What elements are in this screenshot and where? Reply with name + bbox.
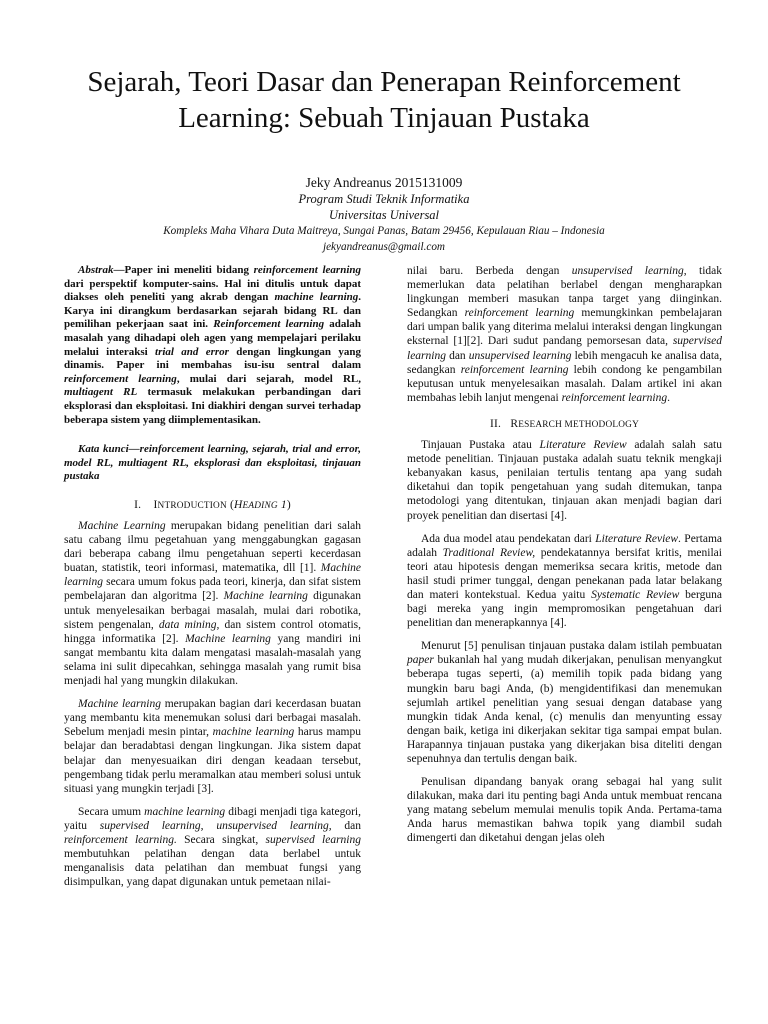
intro-paragraph-3-continued: nilai baru. Berbeda dengan unsupervised learning, tidak memerlukan data pelatihan berlabel dengan mengharapkan lingkungan memberi masukan tanpa target yang diinginkan. Sedangkan reinforcement learning memungkinkan pembelajaran dari umpan balik yang diterima melalui interaksi dengan lingkungan eksternal [1][2]. Dari sudut pandang pemorsesan data, supervised learning dan unsupervised learning lebih mengacuh ke analisa data, sedangkan reinforcement learning lebih condong ke pengambilan keputusan untuk menyelesaikan masalah. Dalam artikel ini akan membahas lebih lanjut mengenai reinforcement learning.	[407, 265, 723, 404]
intro-paragraph-2: Machine learning merupakan bagian dari kecerdasan buatan yang membantu kita menemukan solusi dari berbagai masalah. Sebelum menjadi mesin pintar, machine learning harus mampu belajar dan beradabtasi dengan lingkungan. Jika sistem dapat belajar dan menyesuaikan diri dengan keadaan tersebut, pengembang tidak perlu meramalkan atau memberi solusi untuk situasi yang mungkin terjadi [3].	[64, 698, 362, 795]
left-column	[64, 264, 361, 898]
section-heading-introduction: I. INTRODUCTION (HEADING 1)	[134, 498, 291, 511]
paper-title: Sejarah, Teori Dasar dan Penerapan Reinforcement Learning: Sebuah Tinjauan Pustaka	[87, 66, 681, 134]
intro-paragraph-3: Secara umum machine learning dibagi menjadi tiga kategori, yaitu supervised learning, unsupervised learning, dan reinforcement learning. Secara singkat, supervised learning membutuhkan pelatihan dengan data berlabel untuk menganalisis data pelatihan dan membuat fungsi yang disimpulkan, yang dapat digunakan untuk pemetaan nilai-	[64, 805, 362, 889]
author-name: Jeky Andreanus 2015131009	[305, 175, 463, 190]
author-program: Program Studi Teknik Informatika	[298, 192, 470, 206]
author-address: Kompleks Maha Vihara Duta Maitreya, Sungai Panas, Batam 29456, Kepulauan Riau – Indonesia	[163, 225, 605, 237]
right-column	[407, 264, 722, 855]
intro-paragraph-1: Machine Learning merupakan bidang penelitian dari salah satu cabang ilmu pegetahuan yang menggabungkan gagasan dari beberapa cabang ilmu pengetahuan seperti kecerdasan buatan, statistik, teori informasi, matematika, dll [1]. Machine learning secara umum fokus pada teori, kinerja, dan sifat sistem pembelajaran dan algoritma [2]. Machine learning digunakan untuk menyelesaikan berbagai masalah, mulai dari robotika, sistem pengenalan, data mining, dan sistem control otomatis, hingga informatika [2]. Machine learning yang mandiri ini sangat membantu kita dalam mengatasi masalah-masalah yang selama ini sulit dipecahkan, sehingga masalah yang rumit bisa menjadi hal yang mungkin dilakukan.	[64, 520, 362, 688]
abstract: Abstrak—Paper ini meneliti bidang reinforcement learning dari perspektif komputer-sains. Hal ini ditulis untuk dapat diakses oleh peneliti yang akrab dengan machine learning. Karya ini dirangkum berdasarkan sejarah bidang RL dan pemilihan pekerjaan saat ini. Reinforcement learning adalah masalah yang dihadapi oleh agen yang mempelajari perilaku melalui interaksi trial and error dengan lingkungan yang dinamis. Paper ini membahas isu-isu sentral dalam reinforcement learning, mulai dari sejarah, model RL, multiagent RL termasuk melakukan perbandingan dari eksplorasi dan eksploitasi. Ini diakhiri dengan survei terhadap beberapa sistem yang diimplementasikan.	[64, 264, 362, 426]
author-university: Universitas Universal	[328, 208, 440, 222]
methodology-paragraph-2: Ada dua model atau pendekatan dari Literature Review. Pertama adalah Traditional Review, pendekatannya bersifat kritis, menilai teori atau hipotesis dengan memeriksa secara kritis, metode dan hasil studi primer tunggal, dengan penekanan pada latar belakang dan materi kontekstual. Kedua yaitu Systematic Review berguna bagi mereka yang ingin mempromosikan pengetahuan dari penelitian dan menerapkannya [4].	[407, 532, 722, 630]
methodology-paragraph-3: Menurut [5] penulisan tinjauan pustaka dalam istilah pembuatan paper bukanlah hal yang mudah dikerjakan, penulisan menyangkut beberapa tugas seperti, (a) memilih topik pada bidang yang mungkin baru bagi Anda, (b) mengidentifikasi dan menemukan sejumlah artikel penelitian yang sesuai dengan database yang mungkin tidak Anda kenal, (c) menulis dan menyunting essay dengan baik, ketiga ini dikerjakan sekitar tiga sampai empat bulan. Harapannya tinjauan pustaka yang dikerjakan bisa diteliti dengan sepenuhnya dan tertulis dengan baik.	[407, 640, 722, 765]
author-email: jekyandreanus@gmail.com	[322, 241, 446, 253]
section-heading-research-methodology: II. RESEARCH METHODOLOGY	[489, 417, 640, 430]
methodology-paragraph-1: Tinjauan Pustaka atau Literature Review adalah salah satu metode penelitian. Tinjauan pustaka adalah suatu teknik mengkaji kebanyakan kasus, penilaian tertulis tentang apa yang sudah diketahui dan topik pengetahuan yang sudah ditemukan, tanpa metodologi yang ditentukan, tinjauan akan menjadi bagian dari proyek penelitian dan disertasi [4].	[407, 439, 722, 522]
methodology-paragraph-4: Penulisan dipandang banyak orang sebagai hal yang sulit dilakukan, maka dari itu penting bagi Anda untuk membuat rencana yang matang sebelum memulai menulis topik Anda. Pertama-tama Anda harus memastikan bahwa topik yang diambil sudah dimengerti dan diketahui dengan jelas oleh	[407, 776, 722, 845]
author-block	[40, 175, 728, 255]
keywords: Kata kunci—reinforcement learning, sejarah, trial and error, model RL, multiagent RL, eksplorasi dan eksploitasi, tinjauan pustaka	[64, 443, 361, 483]
